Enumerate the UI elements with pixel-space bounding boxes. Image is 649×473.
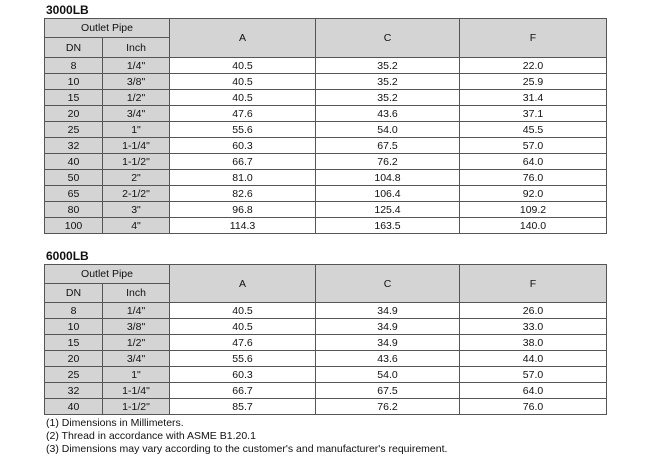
- dn-cell: 100: [45, 218, 103, 234]
- dn-cell: 20: [45, 106, 103, 122]
- f-cell: 31.4: [460, 90, 607, 106]
- c-cell: 35.2: [316, 58, 460, 74]
- inch-cell: 1-1/2": [103, 399, 170, 415]
- dn-cell: 65: [45, 186, 103, 202]
- c-cell: 54.0: [316, 367, 460, 383]
- a-cell: 82.6: [170, 186, 316, 202]
- inch-cell: 1/2": [103, 335, 170, 351]
- c-cell: 43.6: [316, 106, 460, 122]
- f-cell: 64.0: [460, 154, 607, 170]
- dn-cell: 80: [45, 202, 103, 218]
- c-cell: 67.5: [316, 383, 460, 399]
- c-cell: 106.4: [316, 186, 460, 202]
- f-cell: 26.0: [460, 303, 607, 319]
- dn-cell: 32: [45, 383, 103, 399]
- table-row: [45, 122, 607, 138]
- header-dn: DN: [45, 284, 103, 303]
- inch-cell: 4": [103, 218, 170, 234]
- inch-cell: 1/4": [103, 303, 170, 319]
- a-cell: 66.7: [170, 383, 316, 399]
- c-cell: 43.6: [316, 351, 460, 367]
- a-cell: 40.5: [170, 58, 316, 74]
- f-cell: 33.0: [460, 319, 607, 335]
- section-title-6000lb: 6000LB: [46, 249, 89, 263]
- a-cell: 40.5: [170, 303, 316, 319]
- header-a: A: [170, 265, 316, 303]
- header-c: C: [316, 19, 460, 58]
- f-cell: 92.0: [460, 186, 607, 202]
- dn-cell: 25: [45, 367, 103, 383]
- inch-cell: 3/4": [103, 106, 170, 122]
- a-cell: 40.5: [170, 74, 316, 90]
- c-cell: 76.2: [316, 399, 460, 415]
- f-cell: 22.0: [460, 58, 607, 74]
- inch-cell: 3/8": [103, 74, 170, 90]
- a-cell: 47.6: [170, 335, 316, 351]
- a-cell: 66.7: [170, 154, 316, 170]
- f-cell: 76.0: [460, 170, 607, 186]
- inch-cell: 1-1/4": [103, 138, 170, 154]
- inch-cell: 1/2": [103, 90, 170, 106]
- spec-table-6000lb: [44, 264, 607, 415]
- table-row: [45, 186, 607, 202]
- a-cell: 60.3: [170, 367, 316, 383]
- f-cell: 57.0: [460, 367, 607, 383]
- header-inch: Inch: [103, 284, 170, 303]
- header-f: F: [460, 265, 607, 303]
- table-row: [45, 106, 607, 122]
- f-cell: 25.9: [460, 74, 607, 90]
- table-row: [45, 218, 607, 234]
- dn-cell: 15: [45, 90, 103, 106]
- inch-cell: 1": [103, 367, 170, 383]
- header-inch: Inch: [103, 38, 170, 58]
- header-f: F: [460, 19, 607, 58]
- dn-cell: 40: [45, 154, 103, 170]
- footnote: (1) Dimensions in Millimeters.: [46, 417, 184, 429]
- c-cell: 34.9: [316, 303, 460, 319]
- dn-cell: 10: [45, 319, 103, 335]
- f-cell: 109.2: [460, 202, 607, 218]
- table-row: [45, 138, 607, 154]
- a-cell: 60.3: [170, 138, 316, 154]
- table-row: [45, 74, 607, 90]
- a-cell: 55.6: [170, 122, 316, 138]
- inch-cell: 3/8": [103, 319, 170, 335]
- c-cell: 35.2: [316, 74, 460, 90]
- dn-cell: 15: [45, 335, 103, 351]
- dn-cell: 20: [45, 351, 103, 367]
- inch-cell: 3/4": [103, 351, 170, 367]
- f-cell: 64.0: [460, 383, 607, 399]
- inch-cell: 1": [103, 122, 170, 138]
- a-cell: 55.6: [170, 351, 316, 367]
- a-cell: 40.5: [170, 90, 316, 106]
- header-c: C: [316, 265, 460, 303]
- a-cell: 114.3: [170, 218, 316, 234]
- footnote: (2) Thread in accordance with ASME B1.20.1: [46, 430, 256, 442]
- inch-cell: 2-1/2": [103, 186, 170, 202]
- c-cell: 76.2: [316, 154, 460, 170]
- table-row: [45, 367, 607, 383]
- a-cell: 96.8: [170, 202, 316, 218]
- dn-cell: 8: [45, 58, 103, 74]
- table-row: [45, 351, 607, 367]
- inch-cell: 2": [103, 170, 170, 186]
- a-cell: 40.5: [170, 319, 316, 335]
- c-cell: 104.8: [316, 170, 460, 186]
- spec-table-3000lb: [44, 18, 607, 234]
- table-row: [45, 202, 607, 218]
- header-a: A: [170, 19, 316, 58]
- dn-cell: 10: [45, 74, 103, 90]
- table-row: [45, 383, 607, 399]
- table-row: [45, 58, 607, 74]
- dn-cell: 50: [45, 170, 103, 186]
- footnotes: [46, 417, 447, 456]
- f-cell: 45.5: [460, 122, 607, 138]
- inch-cell: 1/4": [103, 58, 170, 74]
- header-outlet-pipe: Outlet Pipe: [45, 265, 170, 284]
- table-row: [45, 154, 607, 170]
- header-dn: DN: [45, 38, 103, 58]
- c-cell: 34.9: [316, 319, 460, 335]
- table-row: [45, 170, 607, 186]
- inch-cell: 3": [103, 202, 170, 218]
- inch-cell: 1-1/4": [103, 383, 170, 399]
- table-row: [45, 90, 607, 106]
- f-cell: 44.0: [460, 351, 607, 367]
- c-cell: 54.0: [316, 122, 460, 138]
- f-cell: 38.0: [460, 335, 607, 351]
- dn-cell: 25: [45, 122, 103, 138]
- a-cell: 81.0: [170, 170, 316, 186]
- f-cell: 140.0: [460, 218, 607, 234]
- dn-cell: 32: [45, 138, 103, 154]
- c-cell: 163.5: [316, 218, 460, 234]
- table-row: [45, 319, 607, 335]
- table-row: [45, 399, 607, 415]
- section-title-3000lb: 3000LB: [46, 3, 89, 17]
- inch-cell: 1-1/2": [103, 154, 170, 170]
- c-cell: 125.4: [316, 202, 460, 218]
- table-row: [45, 335, 607, 351]
- header-outlet-pipe: Outlet Pipe: [45, 19, 170, 38]
- f-cell: 76.0: [460, 399, 607, 415]
- a-cell: 47.6: [170, 106, 316, 122]
- c-cell: 35.2: [316, 90, 460, 106]
- f-cell: 37.1: [460, 106, 607, 122]
- table-row: [45, 303, 607, 319]
- footnote: (3) Dimensions may vary according to the customer's and manufacturer's requirement.: [46, 443, 448, 455]
- a-cell: 85.7: [170, 399, 316, 415]
- dn-cell: 40: [45, 399, 103, 415]
- c-cell: 67.5: [316, 138, 460, 154]
- c-cell: 34.9: [316, 335, 460, 351]
- f-cell: 57.0: [460, 138, 607, 154]
- dn-cell: 8: [45, 303, 103, 319]
